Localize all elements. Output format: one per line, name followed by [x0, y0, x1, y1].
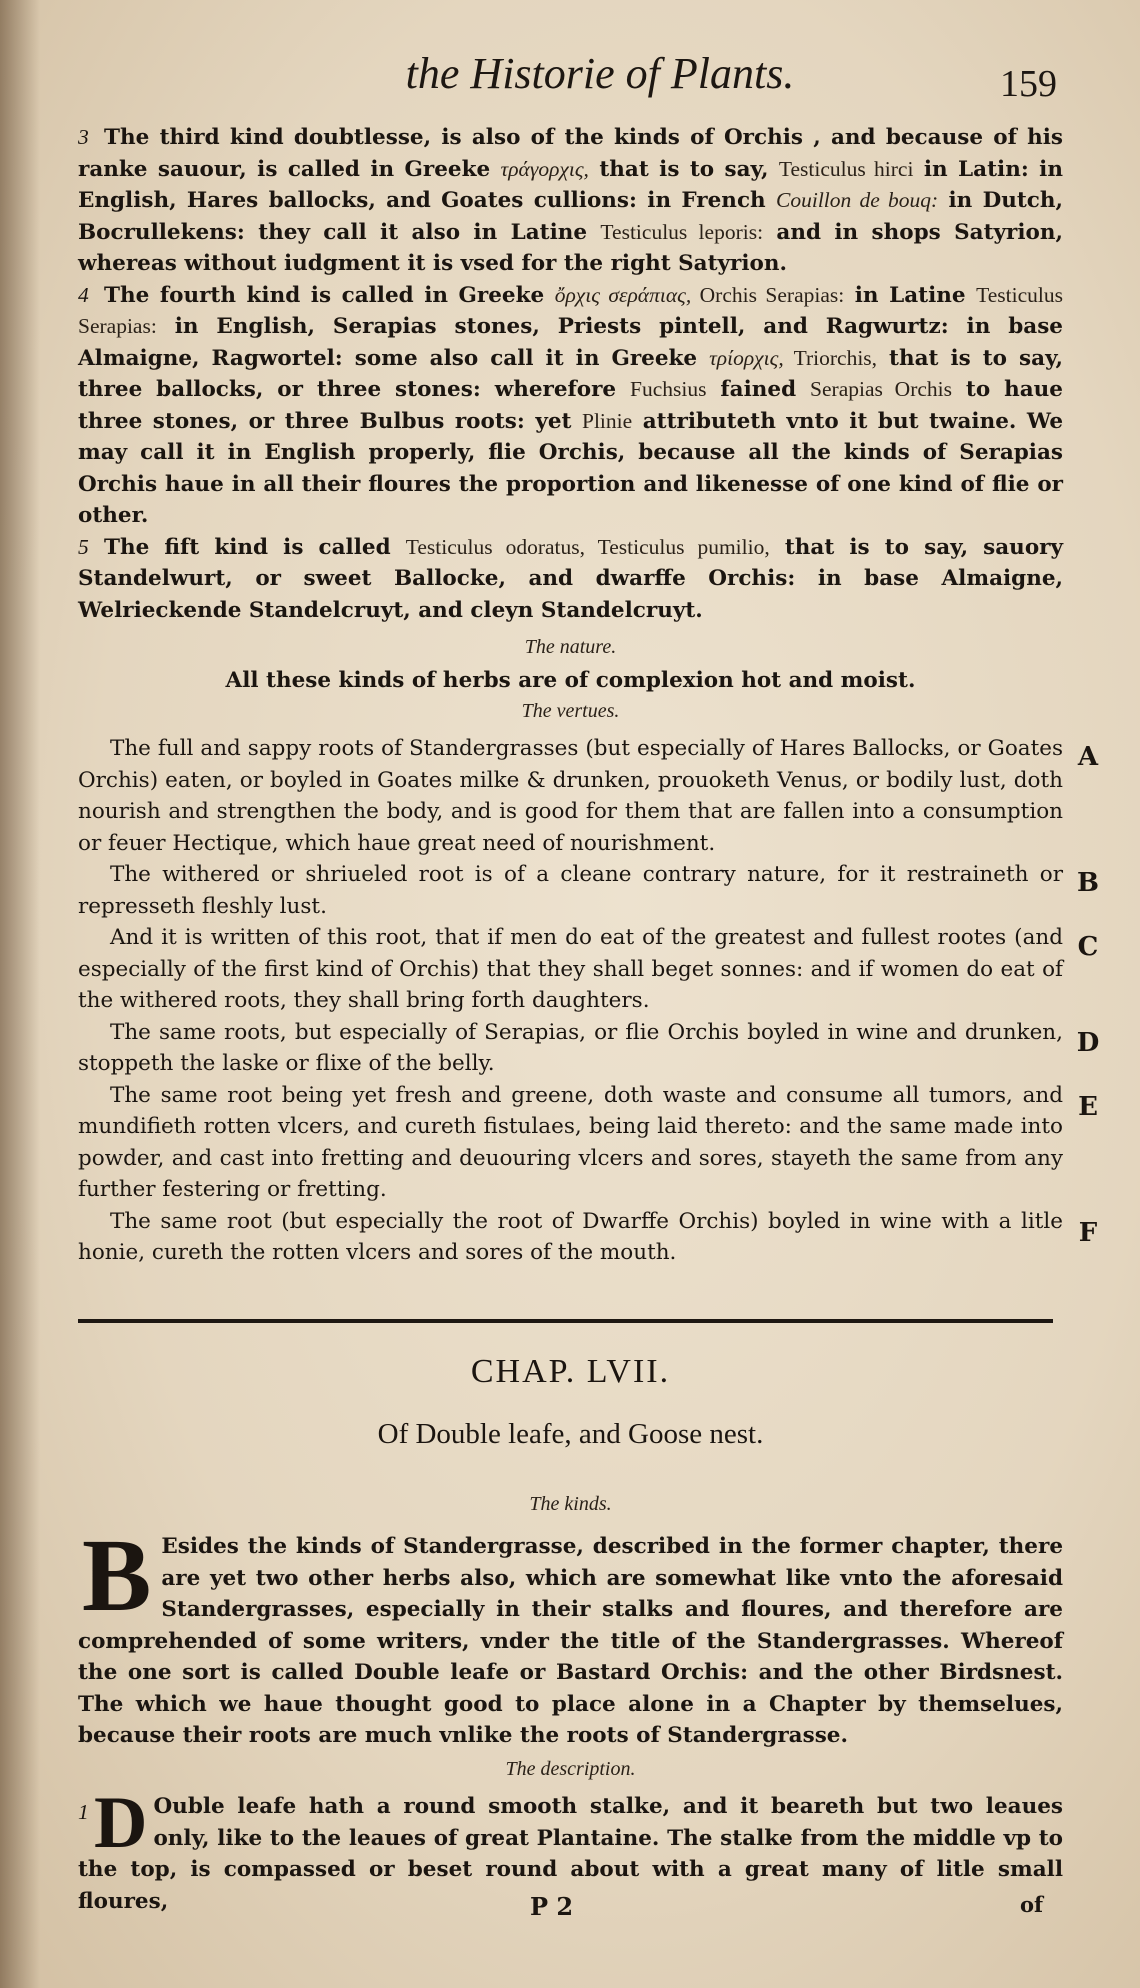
kinds-text: Esides the kinds of Standergrasse, described in the former chapter, there are yet two other herbs also, which are somewhat like vnto the aforesaid Standergrasses, especially in their stalks and floures, and therefore are comprehended of some writers, vnder the title of the Standergrasses. Whereof the one sort is called Double leafe or Bastard Orchis: and the other Birdsnest. The which we haue thought good to place alone in a Chapter by themselues, because their roots are much vnlike the roots of Standergrasse.: [78, 1534, 1063, 1748]
text-run: Orchis Serapias:: [691, 282, 845, 307]
vertues-heading: The vertues.: [521, 700, 620, 722]
text-run: Testiculus Serapias:: [78, 282, 1063, 338]
vertue-paragraph: The full and sappy roots of Standergrasses (but especially of Hares Ballocks, or Goates Orchis) eaten, or boyled in Goates milke & drunken, prouoketh Venus, or bodily lust, doth nourish and strengthen the body, and is good for them that are fallen into a consumption or feuer Hectique, which haue great need of nourishment.: [78, 736, 1063, 856]
text-run: that is to say,: [588, 156, 779, 182]
text-run: Testiculus hirci: [778, 156, 914, 181]
text-run: and in shops Satyrion, whereas without iudgment it is vsed for the right Satyrion.: [78, 219, 1063, 276]
text-run: Serapias Orchis: [810, 377, 952, 401]
catchword: of: [1020, 1892, 1044, 1917]
text-run: Triorchis,: [783, 345, 878, 370]
names-paragraph: [78, 122, 1063, 280]
text-run: τρίορχις,: [709, 345, 784, 370]
margin-letter-c: C: [1077, 932, 1099, 962]
description-number: 1: [78, 1800, 89, 1824]
text-run: Fuchsius: [630, 377, 707, 401]
text-run: Plinie: [582, 408, 633, 433]
description-heading: The description.: [505, 1758, 636, 1780]
chapter-number: CHAP. LVII.: [470, 1353, 671, 1390]
text-run: The fift kind is called: [104, 534, 406, 560]
signature-mark: P 2: [530, 1892, 574, 1921]
page-number: 159: [1000, 63, 1057, 105]
text-run: attributeth vnto it but twaine. We may call it in English properly, flie Orchis, because all the kinds of Serapias Orchis haue in all their floures the proportion and likenesse of one kind of flie or other.: [78, 408, 1063, 528]
text-run: in Dutch, Bocrullekens: they call it also in Latine: [78, 188, 1063, 245]
text-run: that is to say, sauory Standelwurt, or sweet Ballocke, and dwarffe Orchis: in base Almaigne, Welrieckende Standelcruyt, and cleyn Standelcruyt.: [78, 534, 1063, 623]
text-run: in English, Serapias stones, Priests pintell, and Ragwurtz: in base Almaigne, Ragwortel: some also call it in Greeke: [78, 314, 1063, 371]
drop-cap-d: D: [94, 1782, 148, 1864]
drop-cap-b: B: [82, 1518, 152, 1633]
text-run: The fourth kind is called in Greeke: [104, 282, 555, 308]
nature-heading: The nature.: [524, 636, 617, 658]
vertue-paragraph: And it is written of this root, that if men do eat of the greatest and fullest rootes (and especially of the first kind of Orchis) that they shall beget sonnes: and if women do eat of the withered roots, they shall bring forth daughters.: [78, 925, 1063, 1013]
chapter-title: Of Double leafe, and Goose nest.: [377, 1418, 764, 1450]
text-run: Testiculus leporis:: [600, 219, 764, 244]
running-header: the Historie of Plants.: [405, 49, 795, 98]
names-paragraph: [78, 280, 1063, 532]
margin-letter-f: F: [1078, 1218, 1098, 1248]
text-run: in Latin: in English, Hares ballocks, and Goates cullions: in French: [78, 156, 1063, 213]
chapter-rule: [78, 1319, 1053, 1323]
vertue-paragraph: The withered or shriueled root is of a cleane contrary nature, for it restraineth or represseth fleshly lust.: [78, 862, 1063, 919]
paragraph-number: 3: [78, 125, 89, 149]
text-run: ὄρχις σεράπιας,: [554, 282, 692, 307]
vertue-paragraph: The same roots, but especially of Serapias, or flie Orchis boyled in wine and drunken, stoppeth the laske or flixe of the belly.: [78, 1019, 1063, 1076]
paragraph-number: 4: [78, 282, 89, 307]
gutter-shadow: [0, 0, 40, 1988]
nature-text: All these kinds of herbs are of complexion hot and moist.: [225, 668, 916, 693]
vertues-section: [78, 733, 1063, 1269]
kinds-section: [78, 1518, 1063, 1752]
text-run: Couillon de bouq:: [776, 188, 939, 212]
text-run: fained: [706, 377, 811, 402]
paragraph-number: 5: [78, 534, 89, 559]
text-run: to haue three stones, or three Bulbus roots: yet: [78, 377, 1063, 434]
text-run: in Latine: [844, 282, 977, 308]
text-run: τράγορχις,: [500, 156, 589, 181]
text-run: that is to say, three ballocks, or three stones: wherefore: [78, 345, 1063, 402]
margin-letter-b: B: [1077, 868, 1099, 898]
description-text: Ouble leafe hath a round smooth stalke, and it beareth but two leaues only, like to the leaues of great Plantaine. The stalke from the middle vp to the top, is compassed or beset round about with a great many of litle small floures,: [78, 1794, 1063, 1914]
vertue-paragraph: The same root being yet fresh and greene, doth waste and consume all tumors, and mundifieth rotten vlcers, and cureth fistulaes, being laid thereto: and the same made into powder, and cast into fretting and deuouring vlcers and sores, stayeth the same from any further festering or fretting.: [78, 1082, 1063, 1202]
margin-letter-a: A: [1077, 742, 1099, 772]
vertue-paragraph: The same root (but especially the root of Dwarffe Orchis) boyled in wine with a litle honie, cureth the rotten vlcers and sores of the mouth.: [78, 1208, 1063, 1265]
names-section: [78, 122, 1063, 626]
margin-letter-d: D: [1076, 1028, 1100, 1058]
text-run: The third kind doubtlesse, is also of the kinds of Orchis , and because of his ranke sauour, is called in Greeke: [78, 125, 1063, 182]
kinds-heading: The kinds.: [529, 1493, 612, 1515]
names-paragraph: [78, 532, 1063, 627]
margin-letter-e: E: [1078, 1092, 1098, 1122]
text-run: Testiculus odoratus, Testiculus pumilio,: [405, 534, 770, 559]
